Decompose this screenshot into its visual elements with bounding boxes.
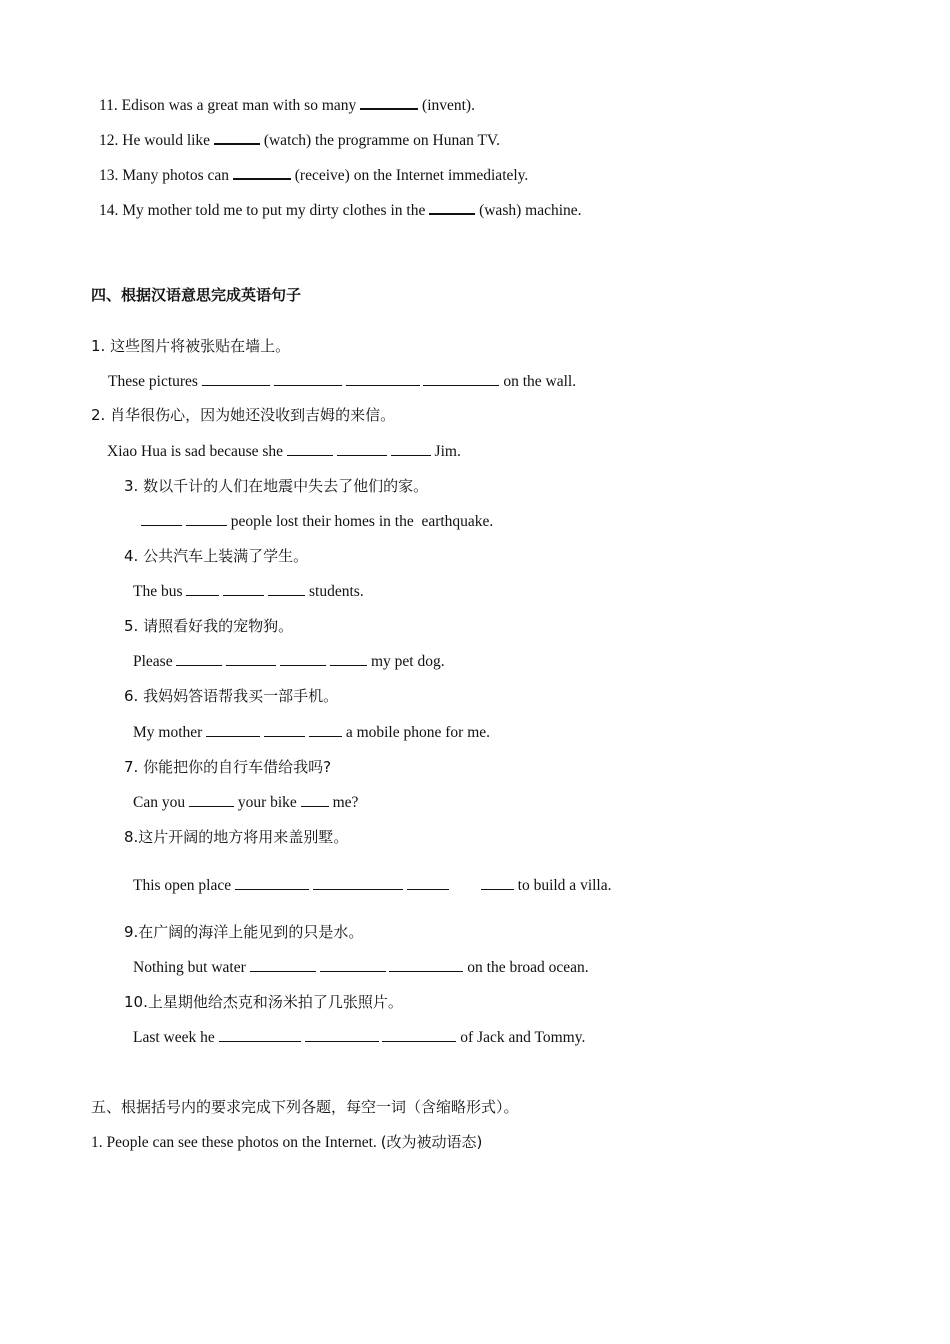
question-6-english: My mother a mobile phone for me. xyxy=(133,724,491,741)
answer-blank[interactable] xyxy=(264,722,305,737)
answer-blank[interactable] xyxy=(214,129,260,145)
answer-blank[interactable] xyxy=(320,957,386,972)
answer-blank[interactable] xyxy=(141,511,182,526)
answer-blank[interactable] xyxy=(346,371,420,386)
question-8-chinese: 8.这片开阔的地方将用来盖别墅。 xyxy=(124,828,349,846)
section-5-question-1: 1. People can see these photos on the Internet. (改为被动语态) xyxy=(91,1133,483,1151)
answer-blank[interactable] xyxy=(233,164,291,180)
answer-blank[interactable] xyxy=(186,511,227,526)
question-7-chinese: 7. 你能把你的自行车借给我吗? xyxy=(124,758,332,776)
answer-blank[interactable] xyxy=(313,875,403,890)
question-2-chinese: 2. 肖华很伤心，因为她还没收到吉姆的来信。 xyxy=(91,406,396,424)
answer-blank[interactable] xyxy=(189,792,234,807)
answer-blank[interactable] xyxy=(202,371,270,386)
answer-blank[interactable] xyxy=(330,651,367,666)
answer-blank[interactable] xyxy=(481,875,514,890)
answer-blank[interactable] xyxy=(219,1027,301,1042)
answer-blank[interactable] xyxy=(391,441,431,456)
answer-blank[interactable] xyxy=(389,957,463,972)
question-10-english: Last week he of Jack and Tommy. xyxy=(133,1029,586,1046)
question-9-english: Nothing but water on the broad ocean. xyxy=(133,959,589,976)
answer-blank[interactable] xyxy=(206,722,260,737)
answer-blank[interactable] xyxy=(268,581,305,596)
answer-blank[interactable] xyxy=(176,651,222,666)
answer-blank[interactable] xyxy=(423,371,499,386)
answer-blank[interactable] xyxy=(280,651,326,666)
question-7-english: Can you your bike me? xyxy=(133,794,359,811)
answer-blank[interactable] xyxy=(274,371,342,386)
answer-blank[interactable] xyxy=(309,722,342,737)
answer-blank[interactable] xyxy=(305,1027,379,1042)
section-5-heading: 五、根据括号内的要求完成下列各题，每空一词（含缩略形式）。 xyxy=(91,1098,519,1116)
answer-blank[interactable] xyxy=(429,199,475,215)
question-6-chinese: 6. 我妈妈答语帮我买一部手机。 xyxy=(124,687,339,705)
answer-blank[interactable] xyxy=(360,94,418,110)
question-9-chinese: 9.在广阔的海洋上能见到的只是水。 xyxy=(124,923,364,941)
answer-blank[interactable] xyxy=(301,792,329,807)
question-3-chinese: 3. 数以千计的人们在地震中失去了他们的家。 xyxy=(124,477,429,495)
answer-blank[interactable] xyxy=(287,441,333,456)
answer-blank[interactable] xyxy=(250,957,316,972)
question-3-english: people lost their homes in the earthquake. xyxy=(141,511,493,532)
question-4-english: The bus students. xyxy=(133,583,364,600)
question-10-chinese: 10.上星期他给杰克和汤米拍了几张照片。 xyxy=(124,993,403,1011)
fill-item-11: 11. Edison was a great man with so many (invent). xyxy=(99,94,475,116)
question-4-chinese: 4. 公共汽车上装满了学生。 xyxy=(124,547,309,565)
fill-item-12: 12. He would like (watch) the programme on Hunan TV. xyxy=(99,129,500,151)
question-8-english: This open place to build a villa. xyxy=(133,877,612,894)
fill-item-13: 13. Many photos can (receive) on the Internet immediately. xyxy=(99,164,528,186)
answer-blank[interactable] xyxy=(337,441,387,456)
section-4-heading: 四、根据汉语意思完成英语句子 xyxy=(91,286,302,304)
answer-blank[interactable] xyxy=(226,651,276,666)
answer-blank[interactable] xyxy=(223,581,264,596)
question-5-english: Please my pet dog. xyxy=(133,653,445,670)
question-1-english: These pictures on the wall. xyxy=(108,373,577,390)
question-2-english: Xiao Hua is sad because she Jim. xyxy=(107,443,461,460)
answer-blank[interactable] xyxy=(382,1027,456,1042)
answer-blank[interactable] xyxy=(186,581,219,596)
answer-blank[interactable] xyxy=(235,875,309,890)
fill-item-14: 14. My mother told me to put my dirty clothes in the (wash) machine. xyxy=(99,199,582,221)
question-1-chinese: 1. 这些图片将被张贴在墙上。 xyxy=(91,337,291,355)
answer-blank[interactable] xyxy=(407,875,449,890)
question-5-chinese: 5. 请照看好我的宠物狗。 xyxy=(124,617,294,635)
